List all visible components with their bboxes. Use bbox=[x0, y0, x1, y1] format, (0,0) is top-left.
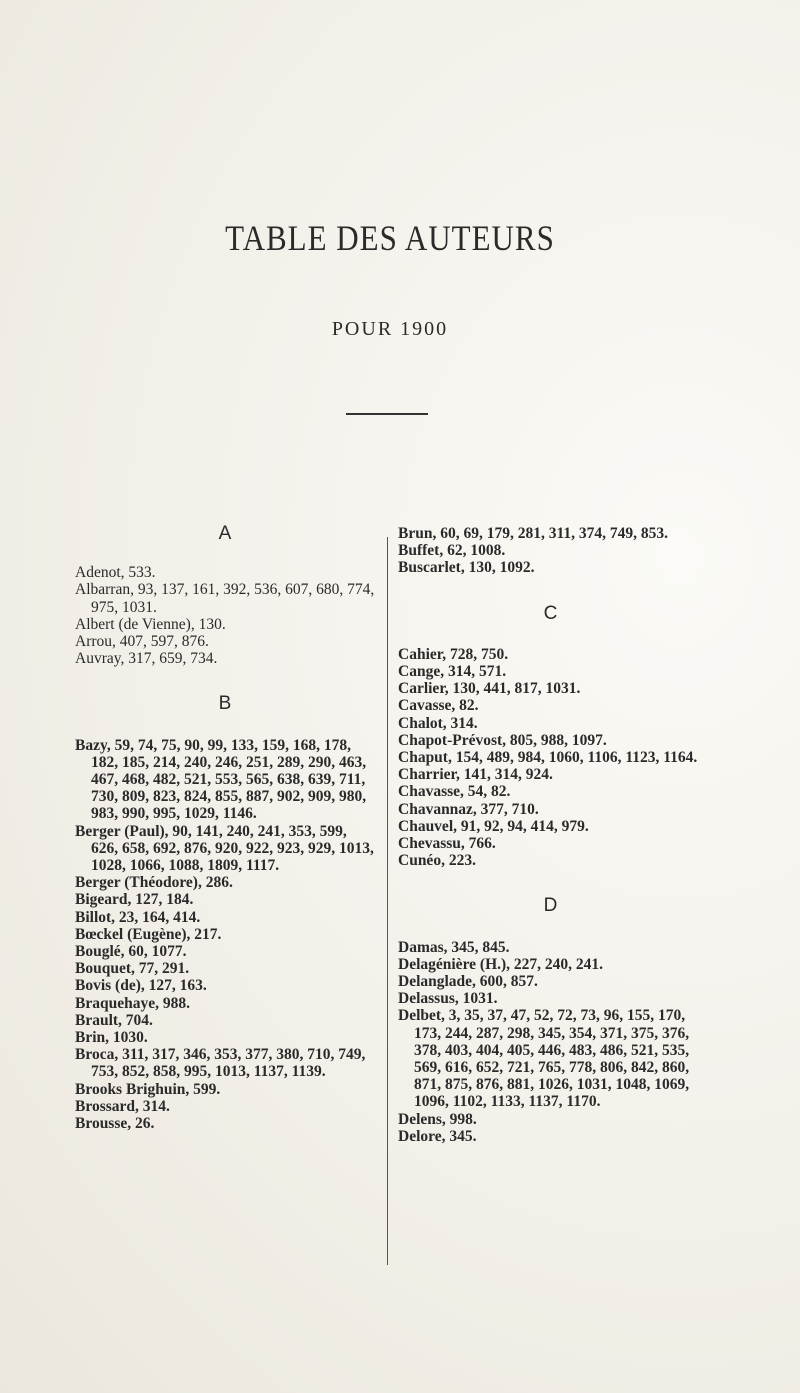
index-entry: Bouglé, 60, 1077. bbox=[75, 943, 187, 961]
index-entry: Chavannaz, 377, 710. bbox=[398, 800, 539, 818]
index-entry: Adenot, 533. bbox=[75, 564, 156, 582]
index-entry: Berger (Théodore), 286. bbox=[75, 874, 233, 892]
index-entry: Braquehaye, 988. bbox=[75, 994, 190, 1012]
index-entry: Bigeard, 127, 184. bbox=[75, 891, 194, 909]
index-entry: Charrier, 141, 314, 924. bbox=[398, 766, 553, 784]
index-entry: Brun, 60, 69, 179, 281, 311, 374, 749, 853. bbox=[398, 525, 668, 542]
column-divider bbox=[387, 537, 388, 1265]
index-entry: Chaput, 154, 489, 984, 1060, 1106, 1123, 1164. bbox=[398, 749, 698, 767]
section-b-continued-list bbox=[398, 525, 703, 577]
section-letter-b: B bbox=[218, 693, 232, 715]
index-entry: Chapot-Prévost, 805, 988, 1097. bbox=[398, 731, 607, 749]
right-column bbox=[398, 525, 703, 1145]
section-letter-c: C bbox=[543, 602, 558, 624]
index-entry: Albert (de Vienne), 130. bbox=[75, 615, 226, 633]
index-entry: Cahier, 728, 750. bbox=[398, 645, 509, 663]
section-letter-a: A bbox=[218, 523, 232, 544]
section-a-list bbox=[75, 564, 375, 667]
index-entry: Chalot, 314. bbox=[398, 714, 478, 732]
index-entry: Chavasse, 54, 82. bbox=[398, 783, 511, 801]
index-entry: Chauvel, 91, 92, 94, 414, 979. bbox=[398, 817, 589, 835]
index-entry: Buscarlet, 130, 1092. bbox=[398, 559, 535, 577]
index-entry: Brin, 1030. bbox=[75, 1029, 148, 1047]
page-title: TABLE DES AUTEURS bbox=[225, 218, 555, 259]
index-entry: Broca, 311, 317, 346, 353, 377, 380, 710, 749, 753, 852, 858, 995, 1013, 1137, 1139. bbox=[75, 1046, 366, 1081]
index-entry: Delassus, 1031. bbox=[398, 990, 498, 1008]
index-entry: Buffet, 62, 1008. bbox=[398, 542, 506, 560]
index-entry: Delanglade, 600, 857. bbox=[398, 973, 538, 991]
index-entry: Bovis (de), 127, 163. bbox=[75, 977, 207, 995]
title-rule bbox=[346, 413, 428, 415]
index-entry: Chevassu, 766. bbox=[398, 835, 496, 853]
index-entry: Bazy, 59, 74, 75, 90, 99, 133, 159, 168, 178, 182, 185, 214, 240, 246, 251, 289, 290, 463, 467, 468, 482, 521, 553, 565, 638, 639, 711, 730, 809, 823, 824, 855, 887, 902, 909, 980, 983, 990, 995, 1029, 1146. bbox=[75, 736, 367, 823]
index-entry: Damas, 345, 845. bbox=[398, 938, 510, 956]
index-entry: Cange, 314, 571. bbox=[398, 663, 507, 681]
index-entry: Brault, 704. bbox=[75, 1011, 153, 1029]
index-entry: Berger (Paul), 90, 141, 240, 241, 353, 599, 626, 658, 692, 876, 920, 922, 923, 929, 1013, 1028, 1066, 1088, 1809, 1117. bbox=[75, 822, 374, 875]
index-entry: Billot, 23, 164, 414. bbox=[75, 908, 201, 926]
left-column bbox=[75, 525, 375, 1132]
index-entry: Delbet, 3, 35, 37, 47, 52, 72, 73, 96, 155, 170, 173, 244, 287, 298, 345, 354, 371, 375, 376, 378, 403, 404, 405, 446, 483, 486, 521, 535, 569, 616, 652, 721, 765, 778, 806, 842, 860, 871, 875, 876, 881, 1026, 1031, 1048, 1069, 1096, 1102, 1133, 1137, 1170. bbox=[398, 1007, 690, 1111]
index-entry: Carlier, 130, 441, 817, 1031. bbox=[398, 680, 581, 698]
section-b-list bbox=[75, 737, 375, 1133]
index-entry: Delagénière (H.), 227, 240, 241. bbox=[398, 955, 604, 973]
index-entry: Cavasse, 82. bbox=[398, 697, 479, 715]
index-entry: Albarran, 93, 137, 161, 392, 536, 607, 680, 774, 975, 1031. bbox=[75, 581, 375, 616]
section-c-list bbox=[398, 646, 703, 870]
index-entry: Delore, 345. bbox=[398, 1127, 477, 1145]
index-entry: Brousse, 26. bbox=[75, 1115, 155, 1133]
index-entry: Delens, 998. bbox=[398, 1110, 477, 1128]
page-subtitle: POUR 1900 bbox=[331, 318, 449, 340]
index-entry: Auvray, 317, 659, 734. bbox=[75, 650, 218, 668]
index-entry: Bouquet, 77, 291. bbox=[75, 960, 190, 978]
index-entry: Bœckel (Eugène), 217. bbox=[75, 925, 222, 943]
index-entry: Arrou, 407, 597, 876. bbox=[75, 633, 209, 651]
index-entry: Brossard, 314. bbox=[75, 1097, 170, 1115]
section-letter-d: D bbox=[543, 895, 558, 917]
index-entry: Brooks Brighuin, 599. bbox=[75, 1080, 221, 1098]
section-d-list bbox=[398, 939, 703, 1145]
index-entry: Cunéo, 223. bbox=[398, 852, 476, 870]
